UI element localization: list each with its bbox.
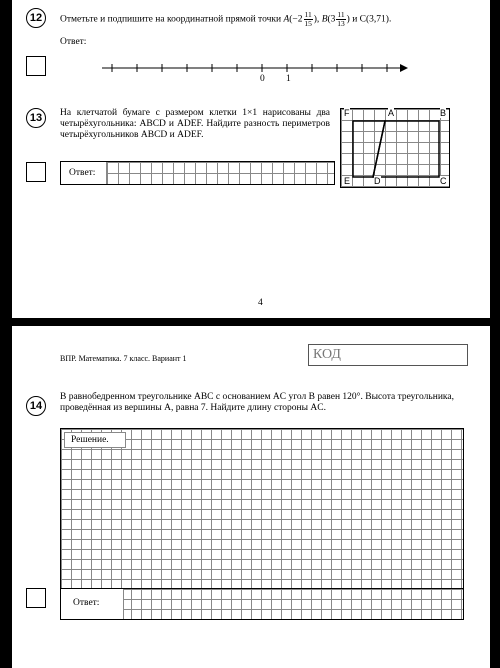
- point-d-label: D: [374, 176, 381, 186]
- code-field[interactable]: [308, 344, 468, 366]
- point-b-integer: 3: [330, 14, 336, 25]
- quadrilaterals-figure: [340, 108, 450, 188]
- point-c-label: C: [440, 176, 447, 186]
- question-14-number: 14: [26, 396, 46, 416]
- number-line-one-label: 1: [286, 74, 291, 84]
- point-a-name: A: [283, 14, 290, 25]
- point-a-sign: −2: [292, 14, 303, 25]
- point-e-label: E: [344, 176, 351, 186]
- number-line[interactable]: [102, 58, 412, 88]
- code-label: КОД: [313, 347, 341, 362]
- point-a-numerator: 11: [304, 10, 312, 19]
- point-b-label: B: [440, 108, 447, 118]
- question-12-intro: Отметьте и подпишите на координатной прямой точки: [60, 14, 282, 25]
- point-b-denominator: 13: [337, 19, 345, 28]
- question-14-score-box[interactable]: [26, 588, 46, 608]
- point-a-denominator: 15: [304, 19, 312, 28]
- question-13-answer-cells[interactable]: [107, 162, 334, 184]
- point-f-label: F: [344, 108, 350, 118]
- point-a-fraction: [304, 11, 313, 28]
- number-line-arrow: [400, 64, 408, 72]
- variant-header: ВПР. Математика. 7 класс. Вариант 1: [60, 354, 187, 363]
- question-13-answer-label-cell: [61, 162, 107, 184]
- point-c: C(3,71).: [359, 14, 392, 25]
- question-12-score-box[interactable]: [26, 56, 46, 76]
- worksheet-page-1: [12, 0, 490, 318]
- question-12-answer-label: Ответ:: [60, 37, 87, 47]
- question-12-number: 12: [26, 8, 46, 28]
- worksheet-page-2: [12, 326, 490, 668]
- question-13-answer-label: Ответ:: [69, 168, 96, 178]
- answer-row[interactable]: [60, 588, 464, 620]
- point-b-numerator: 11: [337, 10, 345, 19]
- answer-label: Ответ:: [73, 598, 100, 608]
- question-13-answer-area[interactable]: [60, 161, 335, 185]
- solution-label: Решение.: [71, 435, 109, 445]
- quadrilateral-adef: [353, 121, 385, 177]
- question-13-text: На клетчатой бумаге с размером клетки 1×1 нарисованы два четырёхугольника: ABCD и ADEF. Найдите разность периметров четырёхугольников ABCD и ADEF.: [60, 108, 330, 140]
- point-b-fraction: [336, 11, 345, 28]
- point-b-name: B: [321, 14, 328, 25]
- question-13-number: 13: [26, 108, 46, 128]
- question-12-text: Отметьте и подпишите на координатной прямой точки A(−2 $\frac{11}{15}$ ), B(3 $\frac{11}{13}$ ) и C(3,71).: [60, 10, 392, 28]
- page-number: 4: [258, 298, 263, 308]
- answer-label-cell: [61, 589, 124, 619]
- solution-label-cell: [64, 432, 126, 448]
- question-14-text: В равнобедренном треугольнике ABC с основанием AC угол B равен 120°. Высота треугольника, проведённая из вершины A, равна 7. Найдите длину стороны AC.: [60, 392, 454, 413]
- question-13-score-box[interactable]: [26, 162, 46, 182]
- number-line-zero-label: 0: [260, 74, 265, 84]
- question-12-conjunction: и: [352, 14, 358, 25]
- point-a-label: A: [388, 108, 395, 118]
